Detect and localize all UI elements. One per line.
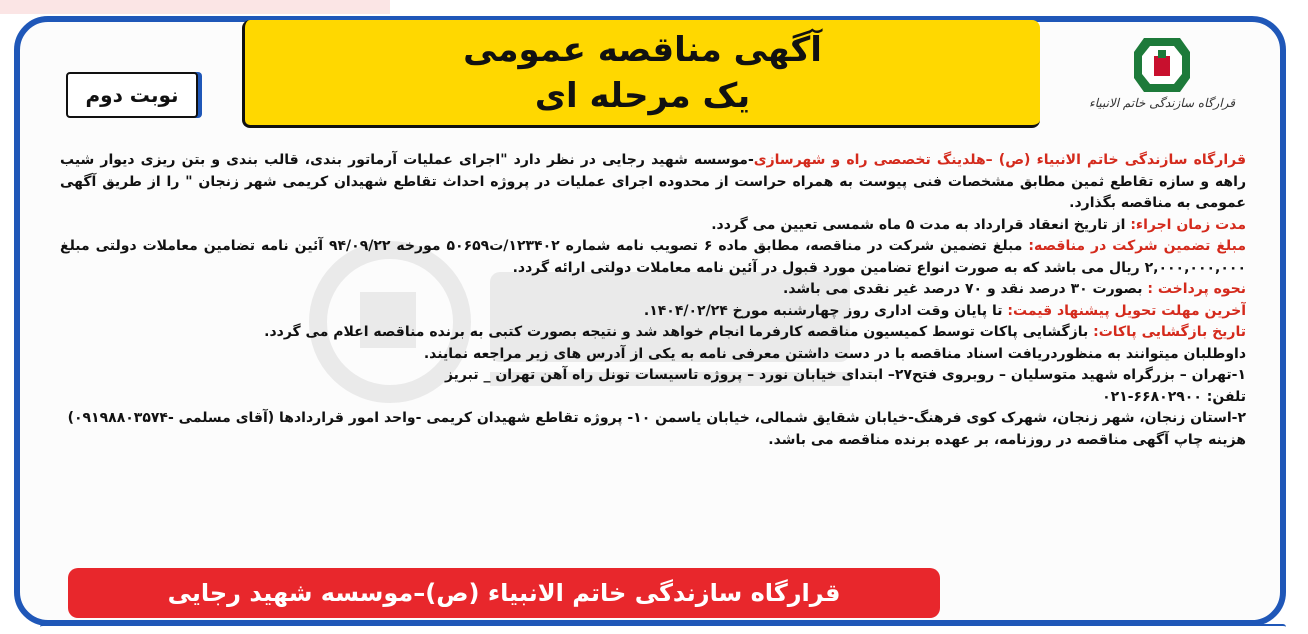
opening-label: تاریخ بازگشایی پاکات: [1093, 324, 1246, 340]
bottom-border-line [40, 624, 1286, 630]
round-badge: نوبت دوم [66, 72, 198, 118]
guarantee-label: مبلغ تضمین شرکت در مناقصه: [1028, 238, 1246, 254]
duration-paragraph [60, 215, 1246, 237]
opening-paragraph [60, 322, 1246, 344]
guarantee-text: مبلغ تضمین شرکت در مناقصه، مطابق ماده ۶ تصویب نامه شماره ۱۲۳۴۰۲/ت۵۰۶۵۹ مورخه ۹۴/۰۹/۲۲ آئین نامه تضامین معاملات دولتی مبلغ ۲,۰۰۰,۰۰۰,۰۰۰ ریال می باشد که به صورت انواع تضامین مورد قبول در آئین نامه معاملات دولتی ارائه گردد. [60, 238, 1246, 276]
intro-paragraph [60, 150, 1246, 215]
payment-paragraph [60, 279, 1246, 301]
address-2: ۲-استان زنجان، شهر زنجان، شهرک کوی فرهنگ-خیابان شقایق شمالی، خیابان یاسمن ۱۰- پروژه تقاطع شهیدان کریمی -واحد امور قراردادها (آقای مسلمی -۰۹۱۹۸۸۰۳۵۷۴) [67, 410, 1246, 426]
intro-org-label: قرارگاه سازندگی خاتم الانبیاء (ص) –هلدینگ تخصصی راه و شهرسازی [753, 152, 1246, 168]
title-banner [242, 20, 1040, 128]
deadline-text: تا پایان وقت اداری روز چهارشنبه مورخ ۱۴۰۴/۰۲/۲۴. [643, 302, 1008, 319]
applicants-paragraph: داوطلبان میتوانند به منظوردریافت اسناد مناقصه با در دست داشتن معرفی نامه به یکی از آدرس های زیر مراجعه نمایند. [423, 345, 1246, 362]
duration-text: از تاریخ انعقاد قرارداد به مدت ۵ ماه شمسی تعیین می گردد. [711, 216, 1131, 233]
emblem-icon [1082, 34, 1242, 96]
payment-label: نحوه پرداخت : [1147, 281, 1246, 297]
address-1: ۱-تهران – بزرگراه شهید متوسلیان – روبروی فتح۲۷– ابتدای خیابان نورد – پروژه تاسیسات تونل راه آهن تهران _ تبریز [444, 367, 1246, 383]
organization-logo [1082, 34, 1242, 134]
phone-1: تلفن: ۶۶۸۰۲۹۰۰-۰۲۱ [1102, 388, 1246, 405]
corner-decoration [0, 0, 390, 14]
title-line-1: آگهی مناقصه عمومی [463, 29, 822, 70]
duration-label: مدت زمان اجراء: [1130, 216, 1246, 233]
payment-text: بصورت ۳۰ درصد نقد و ۷۰ درصد غیر نقدی می باشد. [783, 281, 1148, 297]
opening-text: بازگشایی پاکات توسط کمیسیون مناقصه کارفرما انجام خواهد شد و نتیجه بصورت کتبی به برنده مناقصه اعلام می گردد. [264, 324, 1094, 340]
footer-banner [68, 568, 940, 618]
ad-body [60, 150, 1246, 562]
logo-caption: قرارگاه سازندگی خاتم الانبیاء [1089, 96, 1235, 110]
deadline-label: آخرین مهلت تحویل پیشنهاد قیمت: [1007, 302, 1246, 319]
deadline-paragraph [60, 301, 1246, 323]
guarantee-paragraph [60, 236, 1246, 279]
intro-text: -موسسه شهید رجایی در نظر دارد "اجرای عملیات آرماتور بندی، قالب بندی و بتن ریزی دیوار شیب راهه و سازه تقاطع ثمین مطابق مشخصات فنی پیوست به همراه حراست از محدوده اجرای عملیات در پروژه احداث تقاطع شهیدان کریمی شهر زنجان " را از طریق آگهی عمومی به مناقصه بگذارد. [60, 152, 1246, 211]
cost-paragraph: هزینه چاپ آگهی مناقصه در روزنامه، بر عهده برنده مناقصه می باشد. [768, 431, 1246, 448]
title-line-2: یک مرحله ای [534, 75, 751, 116]
footer-label: قرارگاه سازندگی خاتم الانبیاء (ص)–موسسه شهید رجایی [167, 579, 841, 607]
